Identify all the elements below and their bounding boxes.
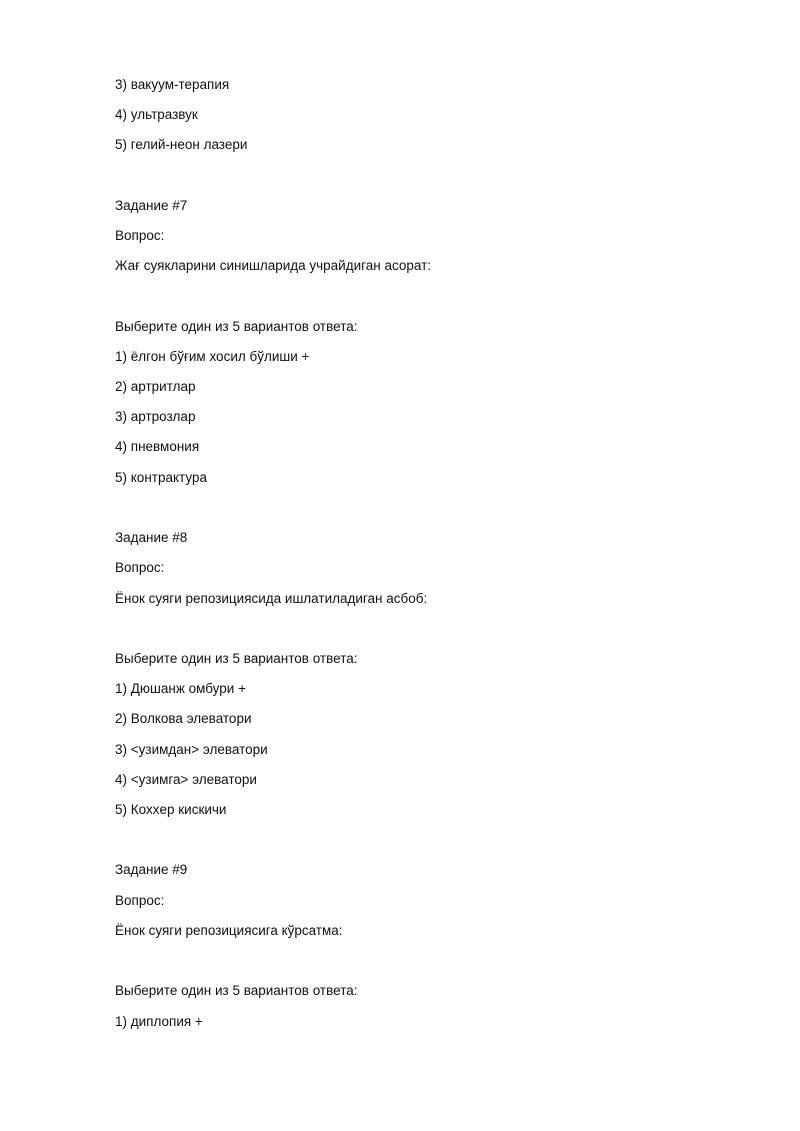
answer-option: 3) вакуум-терапия (115, 77, 230, 92)
task-heading: Задание #9 (115, 862, 188, 877)
question-text: Ёнок суяги репозициясида ишлатиладиган асбоб: (115, 591, 428, 606)
answer-instruction: Выберите один из 5 вариантов ответа: (115, 983, 358, 998)
task-heading: Задание #8 (115, 530, 188, 545)
question-label: Вопрос: (115, 560, 165, 575)
answer-option: 2) артритлар (115, 379, 196, 394)
answer-option: 4) <узимга> элеватори (115, 772, 257, 787)
answer-option: 5) Кохxер кискичи (115, 802, 227, 817)
answer-option: 4) ультразвук (115, 107, 198, 122)
answer-option: 1) ёлгон бўғим хосил бўлиши + (115, 349, 310, 364)
question-text: Жағ суякларини синишларида учрайдиган асорат: (115, 258, 432, 273)
answer-instruction: Выберите один из 5 вариантов ответа: (115, 319, 358, 334)
answer-option: 1) диплопия + (115, 1014, 203, 1029)
answer-option: 4) пневмония (115, 439, 200, 454)
task-heading: Задание #7 (115, 198, 188, 213)
question-label: Вопрос: (115, 893, 165, 908)
answer-option: 5) гелий-неон лазери (115, 137, 248, 152)
answer-instruction: Выберите один из 5 вариантов ответа: (115, 651, 358, 666)
answer-option: 3) <узимдан> элеватори (115, 742, 268, 757)
question-label: Вопрос: (115, 228, 165, 243)
answer-option: 3) артрозлар (115, 409, 196, 424)
answer-option: 5) контрактура (115, 470, 207, 485)
answer-option: 1) Дюшанж омбури + (115, 681, 246, 696)
answer-option: 2) Волкова элеватори (115, 711, 252, 726)
question-text: Ёнок суяги репозициясига кўрсатма: (115, 923, 343, 938)
